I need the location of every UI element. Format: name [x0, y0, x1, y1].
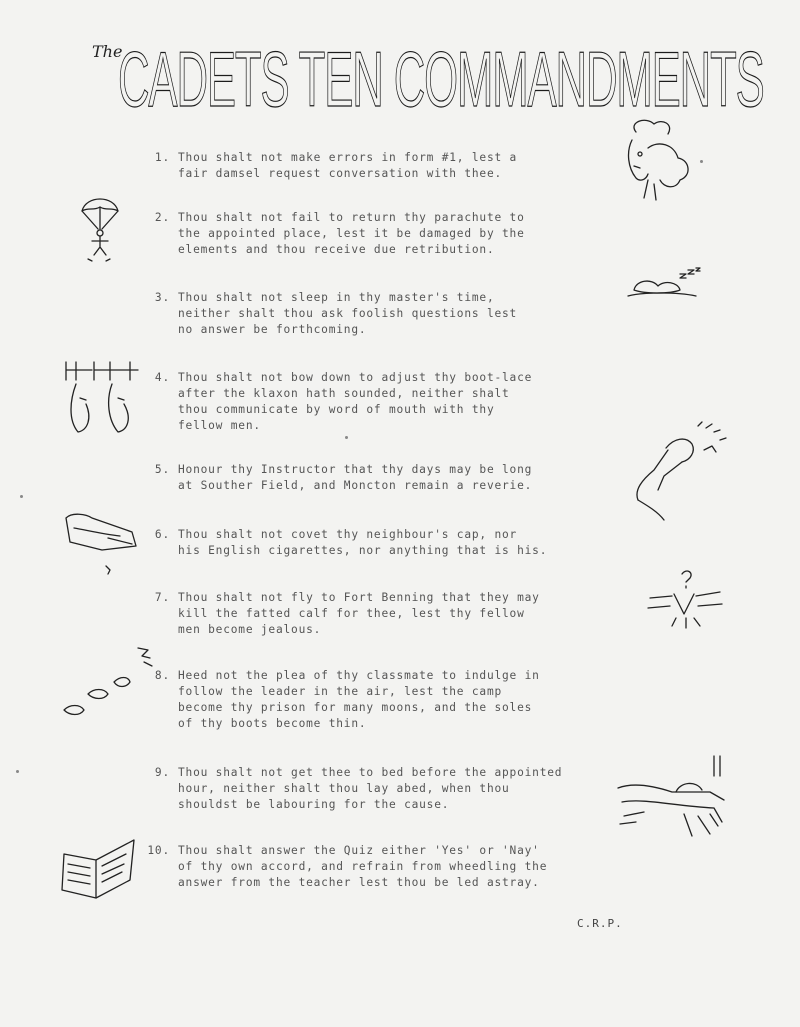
commandment-7 [130, 590, 630, 638]
parachute-icon [80, 195, 124, 267]
commandment-number: 4. [154, 371, 170, 384]
commandment-text: Heed not the plea of thy classmate to indulge in follow the leader in the air, lest the camp become thy prison for many moons, and the soles of thy boots become thin. [178, 669, 540, 730]
commandment-10 [130, 843, 630, 891]
commandment-9 [130, 765, 630, 813]
commandment-text: Thou shalt not fly to Fort Benning that they may kill the fatted calf for thee, lest thy fellow men become jealous. [178, 591, 540, 636]
title-block [92, 34, 764, 130]
commandment-number: 6. [154, 528, 170, 541]
commandment-number: 8. [154, 669, 170, 682]
boots-icon [62, 360, 142, 440]
footprints-icon [62, 644, 162, 724]
commandment-number: 7. [154, 591, 170, 604]
commandment-number: 3. [154, 291, 170, 304]
commandment-4 [130, 370, 630, 434]
commandment-text: Thou shalt not get thee to bed before the appointed hour, neither shalt thou lay abed, when thou shouldst be labouring for the cause. [178, 766, 563, 811]
commandment-number: 1. [154, 151, 170, 164]
title-prefix: The [92, 42, 123, 61]
commandment-text: Thou shalt answer the Quiz either 'Yes' or 'Nay' of thy own accord, and refrain from wheedling the answer from the teacher lest thou be led astray. [178, 844, 548, 889]
commandment-text: Thou shalt not covet thy neighbour's cap, nor his English cigarettes, nor anything that is his. [178, 528, 548, 557]
commandment-8 [130, 668, 630, 732]
signature: C.R.P. [577, 917, 623, 930]
commandment-text: Thou shalt not make errors in form #1, lest a fair damsel request conversation with thee. [178, 151, 518, 180]
commandment-2 [130, 210, 630, 258]
commandment-number: 10. [147, 844, 170, 857]
commandment-text: Thou shalt not bow down to adjust thy boot-lace after the klaxon hath sounded, neither shalt thou communicate by word of mouth with thy fellow men. [178, 371, 533, 432]
paper-speck [345, 436, 348, 439]
bed-sleeper-icon [614, 752, 730, 852]
waving-hand-icon [628, 420, 728, 524]
paper-speck [700, 160, 703, 163]
open-book-icon [60, 836, 140, 900]
commandment-text: Thou shalt not sleep in thy master's time, neither shalt thou ask foolish questions lest no answer be forthcoming. [178, 291, 518, 336]
paper-speck [20, 495, 23, 498]
commandment-6 [130, 527, 630, 559]
commandment-text: Thou shalt not fail to return thy parachute to the appointed place, lest it be damaged by the elements and thou receive due retribution. [178, 211, 525, 256]
commandment-number: 9. [154, 766, 170, 779]
page-title: CADETS TEN COMMANDMENTS [118, 35, 764, 123]
commandment-5 [130, 462, 630, 494]
lady-face-icon [618, 118, 698, 206]
paper-speck [16, 770, 19, 773]
commandment-text: Honour thy Instructor that thy days may be long at Souther Field, and Moncton remain a reverie. [178, 463, 533, 492]
sleeping-head-icon [622, 266, 702, 306]
crash-plane-icon [646, 568, 726, 632]
commandment-number: 5. [154, 463, 170, 476]
commandment-number: 2. [154, 211, 170, 224]
commandment-1 [130, 150, 630, 182]
commandment-3 [130, 290, 630, 338]
cap-icon [62, 508, 142, 578]
